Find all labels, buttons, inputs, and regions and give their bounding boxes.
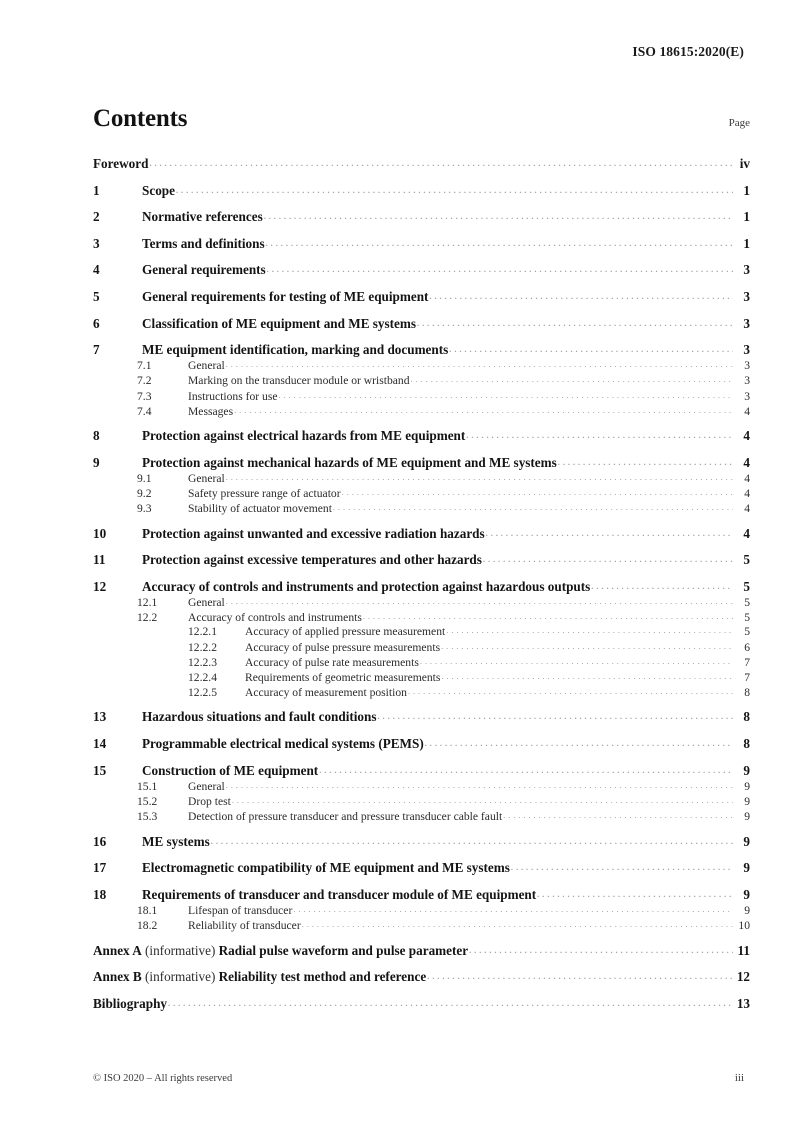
toc-entry-number: 7.1 [137,359,152,373]
toc-entry-title: Instructions for use [188,389,278,403]
toc-entry[interactable] [93,472,750,485]
toc-entry[interactable] [93,209,750,225]
toc-entry-title [93,969,426,985]
toc-entry-page: 4 [743,454,750,470]
toc-entry-page: 7 [744,670,750,684]
toc-entry[interactable] [93,709,750,725]
toc-entry-page: 9 [744,794,750,808]
annex-qualifier: (informative) [141,969,219,985]
toc-entry-page: 5 [744,596,750,610]
toc-entry-title: Accuracy of pulse pressure measurements [245,640,441,654]
toc-entry-page: 5 [744,611,750,625]
toc-entry-number: 15.2 [137,794,158,808]
toc-entry-title: Protection against mechanical hazards of ME equipment and ME systems [142,454,557,470]
toc-entry-number: 12.2.2 [188,640,217,654]
toc-entry-page: 1 [743,209,750,225]
running-header-standard-ref: ISO 18615:2020(E) [632,44,744,59]
toc-entry-title: Marking on the transducer module or wristband [188,374,410,388]
toc-entry[interactable] [93,455,750,471]
toc-entry-page: 3 [743,315,750,331]
toc-dot-leader [378,709,734,725]
toc-dot-leader [226,472,733,485]
toc-dot-leader [486,526,733,542]
toc-entry-number: 8 [93,428,100,444]
toc-entry[interactable] [93,810,750,823]
annex-qualifier: (informative) [141,942,219,958]
toc-dot-leader [232,795,733,808]
toc-entry-page: 5 [744,625,750,639]
toc-entry-title: Stability of actuator movement [188,502,332,516]
toc-entry[interactable] [93,183,750,199]
toc-dot-leader [483,552,733,568]
toc-entry-title: Accuracy of controls and instruments and protection against hazardous outputs [142,578,591,594]
toc-dot-leader [466,428,733,444]
contents-title-row [93,106,750,131]
toc-entry[interactable] [93,656,750,669]
toc-entry-title: General [188,596,225,610]
page-title: Contents [93,105,188,132]
toc-dot-leader [441,641,733,654]
toc-dot-leader [408,686,733,699]
toc-entry-title: Bibliography [93,995,168,1011]
toc-entry-number: 12.2.4 [188,670,217,684]
annex-label: Annex B [93,969,142,985]
toc-entry-title: General requirements [142,262,266,278]
toc-entry-page: 9 [744,809,750,823]
toc-dot-leader [425,736,733,752]
toc-dot-leader [558,455,733,471]
toc-entry[interactable] [93,641,750,654]
toc-entry-page: 9 [743,833,750,849]
toc-entry-page: 9 [743,762,750,778]
toc-dot-leader [537,887,733,903]
toc-entry-page: 5 [743,578,750,594]
toc-entry-number: 3 [93,235,100,251]
toc-entry[interactable] [93,342,750,358]
toc-entry[interactable] [93,611,750,624]
toc-entry[interactable] [93,736,750,752]
toc-entry-number: 15.3 [137,809,158,823]
toc-entry-number: 9.1 [137,472,152,485]
toc-entry-title: Accuracy of pulse rate measurements [245,655,419,669]
toc-entry[interactable] [93,596,750,609]
toc-entry-number: 9 [93,454,100,470]
toc-entry[interactable] [93,780,750,793]
toc-entry[interactable] [93,860,750,876]
toc-entry-number: 12.2.1 [188,625,217,639]
copyright-notice: © ISO 2020 – All rights reserved [93,1073,233,1084]
toc-entry-page: 3 [744,374,750,388]
toc-dot-leader [176,183,733,199]
toc-entry[interactable] [93,795,750,808]
toc-entry-page: 9 [744,903,750,917]
toc-entry-title: Lifespan of transducer [188,903,293,917]
toc-entry-title: Detection of pressure transducer and pressure transducer cable fault [188,809,503,823]
table-of-contents [93,156,750,1012]
toc-entry-page: 7 [744,655,750,669]
toc-entry-number: 13 [93,709,107,725]
toc-entry-number: 2 [93,209,100,225]
toc-entry-number: 7.3 [137,389,152,403]
toc-entry-number: 12.2.3 [188,655,217,669]
toc-entry-number: 9.3 [137,502,152,516]
toc-entry-title: Construction of ME equipment [142,762,319,778]
toc-entry-number: 4 [93,262,100,278]
toc-entry[interactable] [93,969,750,985]
toc-entry[interactable] [93,502,750,515]
toc-entry-number: 15.1 [137,779,158,793]
toc-entry-title: Programmable electrical medical systems (PEMS) [142,736,424,751]
toc-entry-number: 18.1 [137,903,158,917]
toc-entry-title: Requirements of transducer and transducer module of ME equipment [142,886,537,902]
toc-entry[interactable] [93,374,750,387]
toc-dot-leader [363,611,733,624]
toc-entry-page: 13 [736,995,750,1011]
toc-entry[interactable] [93,390,750,403]
toc-entry[interactable] [93,686,750,699]
toc-dot-leader [211,834,733,850]
toc-entry-page: 8 [743,709,750,725]
toc-dot-leader [503,810,733,823]
toc-entry-page: 8 [744,685,750,699]
toc-entry-title: Terms and definitions [142,235,265,251]
toc-entry-title: General [188,472,225,485]
annex-title: Radial pulse waveform and pulse parameter [218,942,469,958]
toc-entry[interactable] [93,236,750,252]
toc-entry[interactable] [93,943,750,959]
toc-entry-page: 3 [743,262,750,278]
toc-entry-page: iv [739,156,750,171]
toc-dot-leader [342,487,733,500]
page-column-label: Page [728,117,750,129]
toc-dot-leader [226,596,733,609]
toc-entry-title: General [188,779,225,793]
toc-entry-number: 9.2 [137,487,152,501]
toc-entry-title: ME equipment identification, marking and documents [142,342,449,358]
toc-entry[interactable] [93,834,750,850]
toc-entry-title: ME systems [142,833,210,849]
toc-dot-leader [293,904,733,917]
toc-dot-leader [264,209,733,225]
toc-dot-leader [226,780,733,793]
toc-entry-page: 12 [736,969,750,985]
toc-entry-title: Normative references [142,209,263,225]
toc-entry-title: Accuracy of controls and instruments [188,611,362,625]
toc-entry-page: 3 [744,389,750,403]
toc-entry[interactable] [93,887,750,903]
toc-entry[interactable] [93,671,750,684]
toc-dot-leader [319,763,733,779]
toc-entry-number: 6 [93,315,100,331]
toc-entry-page: 3 [743,342,750,358]
toc-entry[interactable] [93,289,750,305]
toc-entry-page: 6 [744,640,750,654]
toc-entry-page: 8 [743,736,750,751]
toc-entry-page: 4 [744,404,750,418]
toc-entry-page: 3 [744,359,750,373]
toc-entry-number: 10 [93,525,107,541]
toc-entry-title: Protection against unwanted and excessive radiation hazards [142,525,485,541]
toc-dot-leader [446,625,733,638]
toc-dot-leader [469,943,733,959]
toc-entry[interactable] [93,625,750,638]
toc-entry-title: Accuracy of measurement position [245,685,407,699]
toc-entry-number: 17 [93,860,107,876]
toc-entry[interactable] [93,904,750,917]
toc-entry-number: 7.2 [137,374,152,388]
toc-entry-number: 16 [93,833,107,849]
toc-entry-number: 7.4 [137,404,152,418]
toc-entry[interactable] [93,428,750,444]
toc-entry-number: 18 [93,886,107,902]
toc-dot-leader [420,656,733,669]
toc-entry[interactable] [93,526,750,542]
toc-entry-title: Messages [188,404,234,418]
toc-dot-leader [511,860,733,876]
toc-entry-number: 12.2 [137,611,158,625]
toc-entry[interactable] [93,262,750,278]
toc-entry-title [93,943,468,959]
toc-dot-leader [149,156,733,172]
toc-entry-number: 7 [93,342,100,358]
toc-dot-leader [226,359,733,372]
toc-entry[interactable] [93,359,750,372]
toc-entry-page: 4 [743,525,750,541]
toc-entry-page: 4 [744,487,750,501]
annex-title: Reliability test method and reference [218,969,427,985]
toc-entry[interactable] [93,156,750,172]
toc-entry-page: 1 [743,182,750,198]
toc-entry-page: 9 [744,779,750,793]
toc-entry-title: Hazardous situations and fault conditions [142,709,377,725]
toc-dot-leader [417,316,733,332]
toc-entry-number: 15 [93,762,107,778]
toc-entry[interactable] [93,763,750,779]
toc-dot-leader [266,236,733,252]
toc-dot-leader [427,969,733,985]
toc-entry-title: Drop test [188,794,231,808]
toc-entry-page: 11 [737,942,750,958]
toc-entry-number: 12.1 [137,596,158,610]
toc-entry-title: Safety pressure range of actuator [188,487,341,501]
toc-entry-page: 4 [743,428,750,444]
toc-dot-leader [267,262,733,278]
toc-entry[interactable] [93,996,750,1012]
page-footer [93,1072,744,1084]
toc-dot-leader [591,579,733,595]
toc-entry-page: 5 [743,552,750,568]
toc-entry-number: 14 [93,736,107,751]
toc-entry-page: 10 [738,919,750,933]
toc-entry-number: 12 [93,578,107,594]
toc-entry-title: Accuracy of applied pressure measurement [245,625,446,639]
toc-entry-title: Classification of ME equipment and ME systems [142,315,417,331]
toc-entry-number: 1 [93,182,100,198]
toc-dot-leader [279,390,733,403]
toc-entry-page: 4 [744,472,750,485]
toc-entry-title: Foreword [93,156,149,171]
toc-dot-leader [234,405,733,418]
toc-dot-leader [441,671,733,684]
toc-dot-leader [411,374,733,387]
toc-entry-title: Requirements of geometric measurements [245,670,441,684]
toc-entry-title: General requirements for testing of ME equipment [142,288,429,304]
toc-entry-title: Protection against electrical hazards from ME equipment [142,428,466,444]
toc-dot-leader [449,342,733,358]
annex-label: Annex A [93,942,142,958]
toc-entry-page: 3 [743,288,750,304]
toc-entry[interactable] [93,579,750,595]
toc-entry[interactable] [93,919,750,932]
toc-entry[interactable] [93,487,750,500]
toc-entry-page: 9 [743,886,750,902]
toc-entry[interactable] [93,405,750,418]
toc-entry[interactable] [93,552,750,568]
toc-entry-number: 11 [93,552,106,568]
toc-entry-page: 4 [744,502,750,516]
toc-entry-title: Protection against excessive temperatures and other hazards [142,552,482,568]
toc-entry-title: Reliability of transducer [188,919,301,933]
toc-entry-title: Electromagnetic compatibility of ME equipment and ME systems [142,860,510,876]
toc-dot-leader [168,996,733,1012]
toc-dot-leader [333,502,733,515]
toc-entry-number: 18.2 [137,919,158,933]
toc-dot-leader [302,919,733,932]
toc-entry-number: 12.2.5 [188,685,217,699]
toc-entry[interactable] [93,316,750,332]
toc-entry-title: General [188,359,225,373]
toc-entry-page: 9 [743,860,750,876]
toc-entry-title: Scope [142,182,175,198]
toc-entry-page: 1 [743,235,750,251]
toc-dot-leader [429,289,733,305]
toc-entry-number: 5 [93,288,100,304]
page-folio: iii [734,1072,744,1084]
